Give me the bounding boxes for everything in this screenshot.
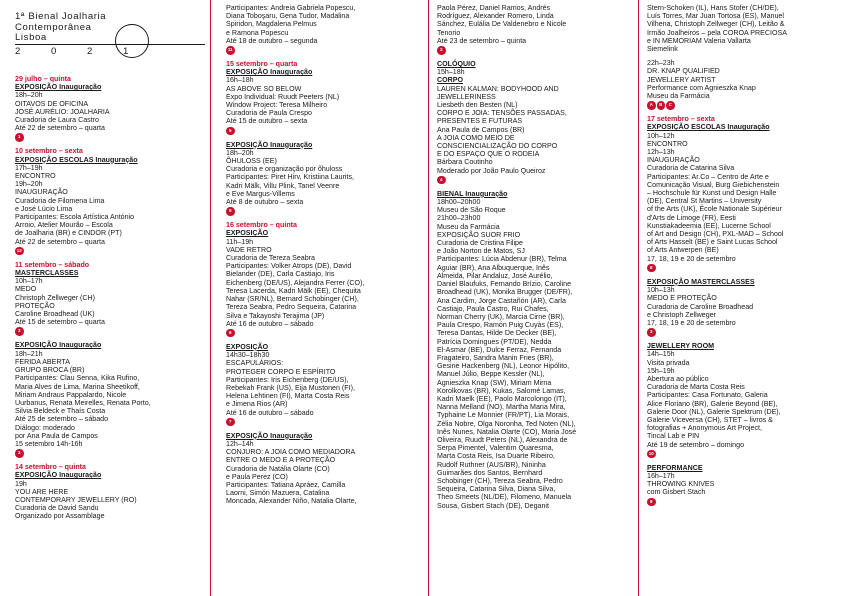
event-text-line: Até 25 de setembro – sábado bbox=[15, 415, 109, 424]
event-text-line: e Christoph Zellweger bbox=[647, 310, 716, 319]
event-text-line: 19h bbox=[15, 479, 27, 488]
event-text-line: YOU ARE HERE bbox=[15, 487, 69, 496]
event-text-line: Arroio, Atelier Mourão – Escola bbox=[15, 221, 113, 230]
event-text-line: Inês Nunes, Natalia Olarte (CO), Maria José bbox=[437, 427, 577, 436]
event-text-line: de Joalharia (BR) e CINDOR (PT) bbox=[15, 229, 122, 238]
event-text-line: of Arts Antwerpen (BE) bbox=[647, 246, 719, 255]
event-text-line: Oliveira, Ruudt Peters (NL), Alexandra de bbox=[437, 435, 568, 444]
event-text-line: 12h–13h bbox=[647, 148, 675, 157]
venue-badge-group bbox=[226, 418, 422, 427]
event-text-line: Alice Floriano (BR), Galerie Beyond (BE), bbox=[647, 399, 778, 408]
event-text-line: Luís Torres, Mar Juan Tortosa (ES), Manuel bbox=[647, 12, 784, 21]
event-text-line: Uurbanus, Renata Meirelles, Renata Porto, bbox=[15, 398, 151, 407]
venue-badge-group bbox=[647, 328, 837, 337]
event-text-line: 10h–17h bbox=[15, 277, 43, 286]
event-text-line: FERIDA ABERTA bbox=[15, 357, 70, 366]
event-heading: EXPOSIÇÃO bbox=[226, 229, 269, 238]
event-text-line: Diana Toboşaru, Gena Tudor, Madalina bbox=[226, 12, 350, 21]
event-text-line: ENTRE O MEDO E A PROTEÇÃO bbox=[226, 456, 336, 465]
event-text-line: Tereza Seabra, Pedro Sequeira, Catarina bbox=[226, 303, 357, 312]
event-text-line: Museu de São Roque bbox=[437, 206, 506, 215]
event-heading: BIENAL Inauguração bbox=[437, 189, 508, 198]
event-text-line: Curadoria de Natália Olarte (CO) bbox=[226, 464, 330, 473]
column-divider-1 bbox=[210, 0, 211, 596]
event-text-line: Galerie Door (NL), Galerie Spektrum (DE), bbox=[647, 407, 781, 416]
event-text-line: Sequeira, Catarina Silva, Diana Silva, bbox=[437, 485, 556, 494]
event-text-line: Ana Cardim, Jorge Castañón (AR), Carla bbox=[437, 296, 566, 305]
event-text-line: CORPO E JOIA: TENSÕES PASSADAS, bbox=[437, 109, 567, 118]
event-text-line: 22h–23h bbox=[647, 59, 675, 68]
event-text-line: Window Project: Teresa Milheiro bbox=[226, 101, 328, 110]
event-text-line: 15 setembro 14h-16h bbox=[15, 439, 83, 448]
event-text-line: 15h–18h bbox=[437, 68, 465, 77]
venue-number-badge: A bbox=[647, 101, 656, 110]
event-text-line: A JOIA COMO MEIO DE bbox=[437, 133, 515, 142]
venue-number-badge: 3 bbox=[647, 328, 656, 337]
venue-number-badge: C bbox=[666, 101, 675, 110]
event-text-line: Curadoria de Catarina Silva bbox=[647, 164, 735, 173]
venue-badge-group bbox=[647, 450, 837, 459]
event-text-line: Teresa Dantas, Hilde De Decker (BE), bbox=[437, 329, 557, 338]
event-text-line: Teresa Lacerda, Kadri Mälk (EE), Chequita bbox=[226, 286, 361, 295]
bienal-logo bbox=[15, 12, 205, 69]
event-text-line: Typhaine Le Monnier (FR/PT), Lia Morais, bbox=[437, 411, 570, 420]
venue-badge-group bbox=[15, 449, 205, 458]
event-text-line: Até 15 de outubro – sexta bbox=[226, 117, 308, 126]
date-heading: 14 setembro – quinta bbox=[15, 463, 86, 472]
event-text-line: of Art and Design (CH), PXL-MAD – School bbox=[647, 230, 784, 239]
event-text-line: e Jimena Rios (AR) bbox=[226, 400, 288, 409]
event-text-line: Até 22 de setembro – quarta bbox=[15, 237, 105, 246]
event-text-line: Participantes: Clau Senna, Kika Rufino, bbox=[15, 374, 140, 383]
event-text-line: Laorni, Simón Mazuera, Catalina bbox=[226, 489, 330, 498]
venue-number-badge: 8 bbox=[647, 498, 656, 507]
event-text-line: Agnieszka Knap (SW), Miriam Mirna bbox=[437, 378, 552, 387]
venue-badge-group bbox=[226, 207, 422, 216]
event-text-line: Museu da Farmácia bbox=[437, 222, 500, 231]
event-text-line: 18h–20h bbox=[226, 148, 254, 157]
venue-number-badge: 8 bbox=[647, 264, 656, 273]
venue-number-badge: 6 bbox=[226, 329, 235, 338]
event-text-line: Paula Crespo, Ramón Puig Cuyàs (ES), bbox=[437, 321, 564, 330]
event-text-line: 11h–19h bbox=[226, 237, 254, 246]
event-text-line: JEWELLERINESS bbox=[437, 92, 496, 101]
event-heading: EXPOSIÇÃO Inauguração bbox=[15, 83, 102, 92]
event-text-line: PRESENTES E FUTURAS bbox=[437, 117, 523, 126]
event-text-line: 17h–19h bbox=[15, 163, 43, 172]
event-text-line: Patrícia Domingues (PT/DE), Nedda bbox=[437, 337, 552, 346]
program-column-3 bbox=[437, 0, 633, 596]
event-text-line: Silva e Takayoshi Terajima (JP) bbox=[226, 311, 325, 320]
venue-badge-group bbox=[15, 247, 205, 256]
event-heading: CORPO bbox=[437, 76, 464, 85]
event-text-line: Christoph Zellweger (CH) bbox=[15, 293, 96, 302]
event-text-line: Helena Lehtinen (FI), Marta Costa Reis bbox=[226, 392, 350, 401]
event-text-line: ÕHULOSS (EE) bbox=[226, 157, 277, 166]
event-text-line: Paola Pérez, Daniel Ramos, Andrés bbox=[437, 4, 551, 12]
venue-badge-group bbox=[437, 176, 633, 185]
event-text-line: LAUREN KALMAN: BODYHOOD AND bbox=[437, 84, 559, 93]
event-text-line: Curadoria de Laura Castro bbox=[15, 116, 99, 125]
event-text-line: Sánchez, Eulália De Valdenebro e Nicole bbox=[437, 20, 567, 29]
event-text-line: 12h–14h bbox=[226, 439, 254, 448]
event-text-line: Broadhead (UK), Monika Brugger (DE/FR), bbox=[437, 288, 573, 297]
event-text-line: Schobinger (CH), Tereza Seabra, Pedro bbox=[437, 476, 563, 485]
event-text-line: Abertura ao público bbox=[647, 374, 709, 383]
column-divider-2 bbox=[428, 0, 429, 596]
event-text-line: DR. KNAP QUALIFIED bbox=[647, 67, 720, 76]
event-text-line: Participantes: Andreia Gabriela Popescu, bbox=[226, 4, 356, 12]
event-text-line: Almeida, Pilar Andaluz, José Aurélio, bbox=[437, 271, 553, 280]
logo-line-3: Lisboa bbox=[15, 32, 47, 44]
event-text-line: Até 19 de setembro – domingo bbox=[647, 440, 745, 449]
event-text-line: Participantes: Escola Artística António bbox=[15, 213, 135, 222]
event-text-line: 18h–20h bbox=[15, 91, 43, 100]
event-text-line: Participantes: Ar.Co – Centro de Arte e bbox=[647, 172, 769, 181]
event-text-line: 14h–15h bbox=[647, 350, 675, 359]
event-text-line: por Ana Paula de Campos bbox=[15, 431, 98, 440]
event-heading: EXPOSIÇÃO MASTERCLASSES bbox=[647, 277, 755, 286]
event-text-line: Manuel Júlio, Beppe Kessler (NL), bbox=[437, 370, 545, 379]
event-text-line: Kunstiakadeemia (EE), Lucerne School bbox=[647, 221, 771, 230]
event-text-line: Sousa, Gisbert Stach (DE), Deganit bbox=[437, 501, 549, 510]
event-text-line: Tenorio bbox=[437, 28, 461, 37]
event-text-line: Caroline Broadhead (UK) bbox=[15, 310, 95, 319]
event-text-line: 10h–13h bbox=[647, 286, 675, 295]
venue-badge-group bbox=[15, 327, 205, 336]
date-heading: 17 setembro – sexta bbox=[647, 115, 715, 124]
event-text-line: Até 22 de setembro – quarta bbox=[15, 124, 105, 133]
date-heading: 10 setembro – sexta bbox=[15, 147, 83, 156]
venue-badge-group bbox=[226, 46, 422, 55]
event-text-line: 18h–21h bbox=[15, 349, 43, 358]
event-heading: MASTERCLASSES bbox=[15, 269, 79, 278]
event-text-line: Daniel Blaufuks, Fernando Brízio, Caroline bbox=[437, 280, 572, 289]
event-text-line: Marta Costa Reis, Isa Duarte Ribeiro, bbox=[437, 452, 555, 461]
event-text-line: 18h00–20h00 bbox=[437, 198, 481, 207]
venue-number-badge: 12 bbox=[15, 247, 24, 256]
event-text-line: Fragateiro, Sandra Manin Fries (BR), bbox=[437, 353, 554, 362]
event-text-line: Organizado por Assamblage bbox=[15, 512, 105, 521]
event-text-line: 16h–17h bbox=[647, 471, 675, 480]
event-text-line: Spiridon, Magdalena Pelmus bbox=[226, 20, 317, 29]
logo-line-2: Contemporânea bbox=[15, 21, 92, 33]
event-text-line: Rudolf Ruthner (AUS/BR), Nininha bbox=[437, 460, 546, 469]
event-text-line: Stern-Schoken (IL), Hans Stofer (CH/DE), bbox=[647, 4, 779, 12]
event-text-line: Diálogo: moderado bbox=[15, 423, 75, 432]
event-text-line: AS ABOVE SO BELOW bbox=[226, 84, 302, 93]
event-heading: EXPOSIÇÃO Inauguração bbox=[15, 341, 102, 350]
event-text-line: Miriam Andraus Pappalardo, Nicole bbox=[15, 390, 127, 399]
event-text-line: Curadoria de Cristina Filipe bbox=[437, 239, 523, 248]
program-column-1 bbox=[15, 0, 205, 596]
event-text-line: Participantes: Volker Atrops (DE), David bbox=[226, 262, 352, 271]
venue-number-badge: B bbox=[657, 101, 666, 110]
logo-line-1: 1ª Bienal Joalharia bbox=[15, 11, 107, 22]
event-text-line: Participantes: Piret Hirv, Kristiina Laurits, bbox=[226, 173, 354, 182]
event-text-line: Até 16 de outubro – sábado bbox=[226, 319, 314, 328]
event-text-line: Curadoria de Paula Crespo bbox=[226, 109, 312, 118]
event-text-line: Galerie Viceversa (CH), STET – livros & bbox=[647, 415, 773, 424]
event-heading: EXPOSIÇÃO Inauguração bbox=[226, 68, 313, 77]
event-text-line: Comunicação Visual, Burg Giebichenstein bbox=[647, 180, 780, 189]
event-text-line: GRUPO BROCA (BR) bbox=[15, 366, 85, 375]
program-column-4 bbox=[647, 0, 837, 596]
event-text-line: 17, 18, 19 e 20 de setembro bbox=[647, 254, 736, 263]
venue-number-badge: 3 bbox=[437, 46, 446, 55]
event-text-line: Curadoria de Filomena Lima bbox=[15, 196, 105, 205]
event-text-line: Até 8 de outubro – sexta bbox=[226, 198, 304, 207]
event-text-line: of the Arts (UK), École Nationale Supérieur bbox=[647, 205, 782, 214]
event-text-line: e João Norton de Matos, SJ bbox=[437, 247, 525, 256]
event-text-line: E DO ESPAÇO QUE O RODEIA bbox=[437, 150, 540, 159]
venue-number-badge: 4 bbox=[437, 176, 446, 185]
date-heading: 11 setembro – sábado bbox=[15, 260, 90, 269]
venue-number-badge: 1 bbox=[15, 133, 24, 142]
event-heading: EXPOSIÇÃO bbox=[226, 342, 269, 351]
event-text-line: Museu da Farmácia bbox=[647, 92, 710, 101]
event-text-line: Kadri Maelk (EE), Paolo Marcolongo (IT), bbox=[437, 394, 567, 403]
event-text-line: ESCAPULÁRIOS: bbox=[226, 359, 284, 368]
event-text-line: Eichenberg (DE/US), Alejandra Ferrer (CO), bbox=[226, 278, 365, 287]
event-text-line: CONTEMPORARY JEWELLERY (RO) bbox=[15, 495, 137, 504]
event-heading: EXPOSIÇÃO Inauguração bbox=[226, 140, 313, 149]
event-text-line: (DE), Central St Martins – University bbox=[647, 197, 762, 206]
event-text-line: Silvia Beldeck e Thaís Costa bbox=[15, 407, 106, 416]
event-text-line: Moncada, Alexander Niño, Natalia Olarte, bbox=[226, 497, 357, 506]
event-text-line: OITAVOS DE OFICINA bbox=[15, 99, 89, 108]
event-text-line: – Hochschule für Kunst und Design Halle bbox=[647, 189, 777, 198]
event-text-line: Curadoria de Caroline Broadhead bbox=[647, 302, 754, 311]
date-heading: 16 setembro – quinta bbox=[226, 221, 297, 230]
event-text-line: THROWING KNIVES bbox=[647, 480, 715, 489]
event-text-line: 15h–19h bbox=[647, 366, 675, 375]
event-text-line: MEDO bbox=[15, 285, 37, 294]
event-text-line: Visita privada bbox=[647, 358, 690, 367]
event-text-line: e José Lúcio Lima bbox=[15, 204, 73, 213]
venue-number-badge: 10 bbox=[647, 450, 656, 459]
event-text-line: Participantes: Tatiana Apráez, Camilla bbox=[226, 480, 346, 489]
event-text-line: e Eve Margus-Villems bbox=[226, 189, 295, 198]
event-text-line: 16h–18h bbox=[226, 76, 254, 85]
event-text-line: Vilhena, Christoph Zellweger (CH), Leitão & bbox=[647, 20, 785, 29]
event-text-line: Curadoria de David Sandu bbox=[15, 504, 99, 513]
event-text-line: JOSÉ AURÉLIO: JOALHARIA bbox=[15, 107, 110, 116]
venue-number-badge: 7 bbox=[226, 418, 235, 427]
event-text-line: Rebekah Frank (US), Eija Mustonen (FI), bbox=[226, 383, 355, 392]
event-text-line: Guimarães dos Santos, Bernhard bbox=[437, 468, 543, 477]
venue-number-badge: 5 bbox=[226, 127, 235, 136]
venue-badge-group bbox=[226, 127, 422, 136]
logo-rule bbox=[15, 44, 205, 45]
event-text-line: Performance com Agnieszka Knap bbox=[647, 83, 756, 92]
event-text-line: Curadoria e organização por õhuloss bbox=[226, 165, 343, 174]
event-text-line: d'Arts de Limoge (FR), Eesti bbox=[647, 213, 736, 222]
event-text-line: Norman Cherry (UK), Marcia Cirne (BR), bbox=[437, 312, 565, 321]
event-text-line: Serpa Pimentel, Valentim Quaresma, bbox=[437, 444, 554, 453]
event-text-line: e IN MEMORIAM Valeria Vallarta bbox=[647, 36, 751, 45]
event-text-line: Kadri Mälk, Villu Plink, Tanel Veenre bbox=[226, 181, 340, 190]
event-text-line: Curadoria de Marta Costa Reis bbox=[647, 383, 745, 392]
date-heading: 29 julho – quinta bbox=[15, 75, 71, 83]
event-text-line: Até 18 de outubro – segunda bbox=[226, 36, 318, 45]
event-text-line: Aguiar (BR), Ana Albuquerque, Inês bbox=[437, 263, 550, 272]
event-text-line: PROTEGER CORPO E ESPÍRITO bbox=[226, 367, 336, 376]
event-text-line: El-Asmar (BE), Dulce Ferraz, Fernanda bbox=[437, 345, 562, 354]
event-text-line: Korolkovas (BR), Kukas, Salomé Lamas, bbox=[437, 386, 566, 395]
event-text-line: Liesbeth den Besten (NL) bbox=[437, 101, 518, 110]
logo-circle-mark bbox=[115, 24, 149, 58]
program-column-2 bbox=[226, 0, 422, 596]
venue-number-badge: 11 bbox=[226, 46, 235, 55]
event-text-line: MEDO E PROTEÇÃO bbox=[647, 294, 717, 303]
venue-number-badge: 2 bbox=[15, 449, 24, 458]
event-text-line: Castiajo, Paula Castro, Rui Chafes, bbox=[437, 304, 549, 313]
event-text-line: EXPOSIÇÃO SUOR FRIO bbox=[437, 230, 521, 239]
event-text-line: Participantes: Lúcia Abdenur (BR), Telma bbox=[437, 255, 567, 264]
event-text-line: Nahar (SR/NL), Bernard Schobinger (CH), bbox=[226, 295, 359, 304]
event-text-line: CONSCIENCIALIZAÇÃO DO CORPO bbox=[437, 142, 558, 151]
venue-badge-group bbox=[647, 101, 837, 110]
event-text-line: Até 16 de outubro – sábado bbox=[226, 408, 314, 417]
logo-year: 2 0 2 1 bbox=[15, 45, 143, 57]
date-heading: 15 setembro – quarta bbox=[226, 60, 298, 69]
event-text-line: VADE RETRO bbox=[226, 245, 272, 254]
venue-number-badge: 3 bbox=[15, 327, 24, 336]
event-text-line: 21h00–23h00 bbox=[437, 214, 481, 223]
event-heading: EXPOSIÇÃO Inauguração bbox=[15, 471, 102, 480]
event-heading: JEWELLERY ROOM bbox=[647, 342, 715, 351]
event-text-line: ENCONTRO bbox=[647, 139, 688, 148]
event-text-line: of Arts Hasselt (BE) e Saint Lucas School bbox=[647, 238, 778, 247]
event-heading: PERFORMANCE bbox=[647, 463, 703, 472]
venue-number-badge: 9 bbox=[226, 207, 235, 216]
event-heading: EXPOSIÇÃO Inauguração bbox=[226, 431, 313, 440]
event-text-line: Siemelink bbox=[647, 45, 678, 54]
column-divider-3 bbox=[638, 0, 639, 596]
event-text-line: JEWELLERY ARTIST bbox=[647, 75, 716, 84]
event-text-line: Expo Individual: Ruudt Peeters (NL) bbox=[226, 92, 340, 101]
event-text-line: Curadoria de Tereza Seabra bbox=[226, 254, 315, 263]
event-text-line: Gesine Hackenberg (NL), Leonor Hipólito, bbox=[437, 362, 570, 371]
venue-badge-group bbox=[226, 329, 422, 338]
event-text-line: ENCONTRO bbox=[15, 172, 56, 181]
event-heading: EXPOSIÇÃO ESCOLAS Inauguração bbox=[15, 155, 138, 164]
event-text-line: INAUGURAÇÃO bbox=[647, 156, 700, 165]
event-text-line: Até 15 de setembro – quarta bbox=[15, 318, 105, 327]
event-heading: EXPOSIÇÃO ESCOLAS Inauguração bbox=[647, 123, 770, 132]
event-text-line: Tincal Lab e PIN bbox=[647, 432, 700, 441]
event-text-line: Ana Paula de Campos (BR) bbox=[437, 125, 525, 134]
venue-badge-group bbox=[647, 498, 837, 507]
venue-badge-group bbox=[647, 264, 837, 273]
event-text-line: Irmão Joalheiros – pela COROA PRECIOSA bbox=[647, 28, 787, 37]
event-text-line: Bárbara Coutinho bbox=[437, 158, 493, 167]
event-text-line: PROTEÇÃO bbox=[15, 301, 55, 310]
event-text-line: 19h–20h bbox=[15, 180, 43, 189]
event-text-line: 17, 18, 19 e 20 de setembro bbox=[647, 318, 736, 327]
event-text-line: Bielander (DE), Carla Castiajo, Iris bbox=[226, 270, 335, 279]
event-text-line: Participantes: Iris Eichenberg (DE/US), bbox=[226, 375, 349, 384]
event-text-line: Participantes: Casa Fortunato, Galeria bbox=[647, 391, 768, 400]
event-text-line: 10h–12h bbox=[647, 131, 675, 140]
event-text-line: fotografias + Anonymous Art Project, bbox=[647, 424, 762, 433]
event-text-line: CONJURO: A JOIA COMO MEDIADORA bbox=[226, 448, 356, 457]
event-text-line: Zélia Nobre, Olga Noronha, Ted Noten (NL), bbox=[437, 419, 576, 428]
event-text-line: Até 23 de setembro – quinta bbox=[437, 36, 527, 45]
event-text-line: Nanna Melland (NO), Martha Maria Mira, bbox=[437, 403, 566, 412]
event-text-line: e Ramona Popescu bbox=[226, 28, 289, 37]
event-text-line: Maria Alves de Lima, Marina Sheetikoff, bbox=[15, 382, 140, 391]
event-text-line: Theo Smeets (NL/DE), Filomeno, Manuela bbox=[437, 493, 572, 502]
event-text-line: 14h30–18h30 bbox=[226, 351, 270, 360]
venue-badge-group bbox=[15, 133, 205, 142]
event-text-line: INAUGURAÇÃO bbox=[15, 188, 68, 197]
venue-badge-group bbox=[437, 46, 633, 55]
event-text-line: Moderado por João Paulo Queiroz bbox=[437, 166, 546, 175]
event-text-line: Rodríguez, Alexander Romero, Linda bbox=[437, 12, 554, 21]
event-text-line: e Paula Perez (CO) bbox=[226, 472, 288, 481]
event-text-line: com Gisbert Stach bbox=[647, 488, 706, 497]
event-heading: COLÓQUIO bbox=[437, 60, 476, 69]
